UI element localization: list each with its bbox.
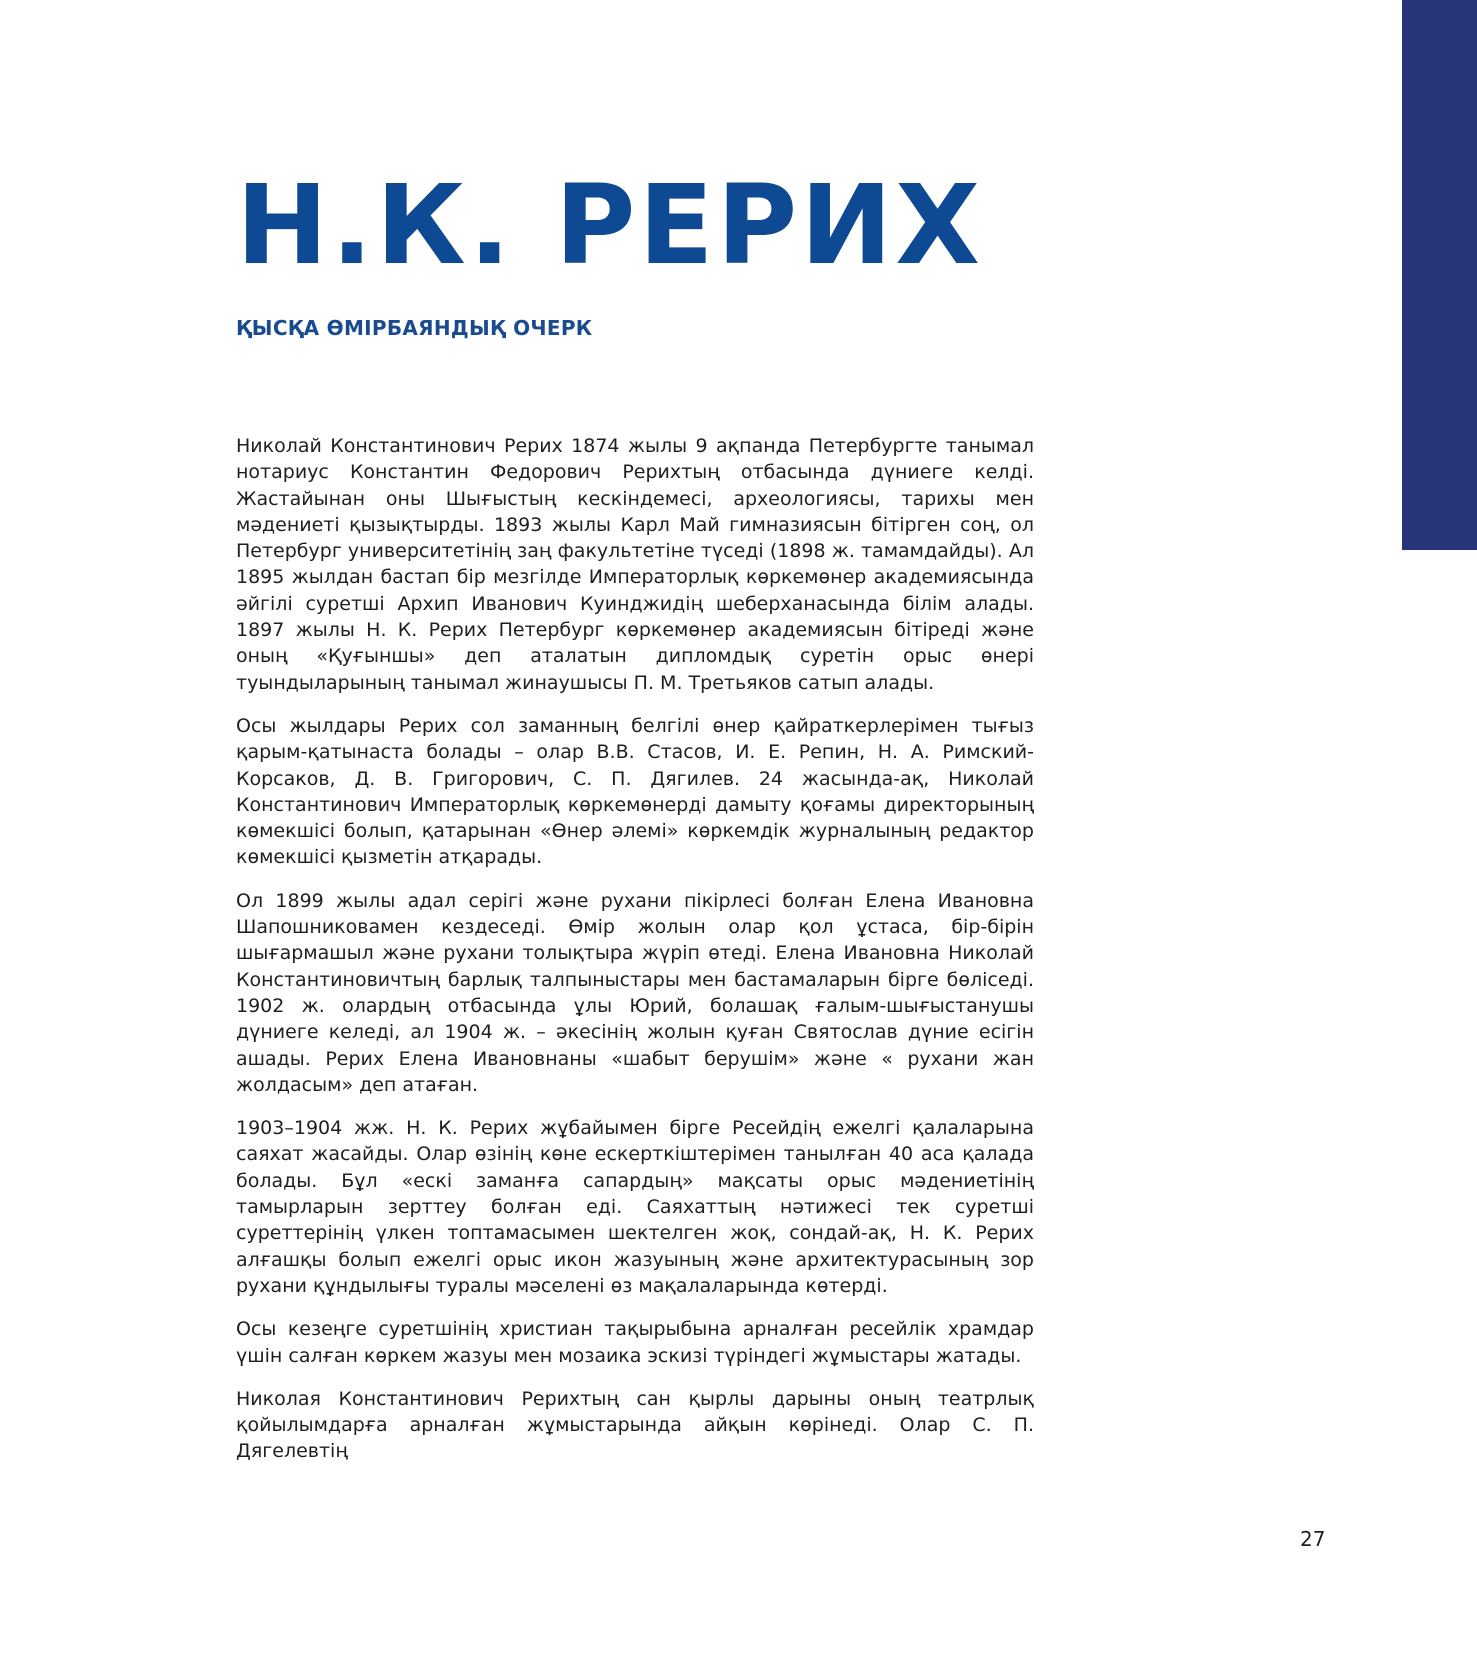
paragraph-2: Осы жылдары Рерих сол заманның белгілі өнер қайраткерлерімен тығыз қарым-қатынаста болады – олар В.В. Стасов, И. Е. Репин, Н. А. Римский-Корсаков, Д. В. Григорович, С. П. Дягилев. 24 жасында-ақ, Николай Константинович Императорлық көркемөнерді дамыту қоғамы директорының көмекшісі болып, қатарынан «Өнер әлемі» көркемдік журналының редактор көмекшісі қызметін атқарады. [236,714,1034,869]
body-text [236,433,1034,1482]
page-subtitle: ҚЫСҚА ӨМІРБАЯНДЫҚ ОЧЕРК [236,316,593,340]
decorative-side-bar [1402,0,1477,550]
paragraph-3: Ол 1899 жылы адал серігі және рухани пікірлесі болған Елена Ивановна Шапошниковамен кездеседі. Өмір жолын олар қол ұстаса, бір-бірін шығармашыл және рухани толықтыра жүріп өтеді. Елена Ивановна Николай Константиновичтың барлық талпыныстары мен бастамаларын бірге бөліседі. 1902 ж. олардың отбасында ұлы Юрий, болашақ ғалым-шығыстанушы дүниеге келеді, ал 1904 ж. – әкесінің жолын қуған Святослав дүние есігін ашады. Рерих Елена Ивановнаны «шабыт берушім» және « рухани жан жолдасым» деп атаған. [236,889,1034,1096]
paragraph-5: Осы кезеңге суретшінің христиан тақырыбына арналған ресейлік храмдар үшін салған көркем жазуы мен мозаика эскизі түріндегі жұмыстары жатады. [236,1318,1034,1367]
page-title: Н.К. РЕРИХ [236,161,984,289]
page-number: 27 [1300,1527,1326,1551]
paragraph-4: 1903–1904 жж. Н. К. Рерих жұбайымен бірге Ресейдің ежелгі қалаларына саяхат жасайды. Олар өзінің көне ескерткіштерімен танылған 40 аса қалада болады. Бұл «ескі заманға сапардың» мақсаты орыс мәдениетінің тамырларын зерттеу болған еді. Саяхаттың нәтижесі тек суретші суреттерінің үлкен топтамасымен шектелген жоқ, сондай-ақ, Н. К. Рерих алғашқы болып ежелгі орыс икон жазуының және архитектурасының зор рухани құндылығы туралы мәселені өз мақалаларында көтерді. [236,1117,1034,1297]
paragraph-6: Николая Константинович Рерихтың сан қырлы дарыны оның театрлық қойылымдарға арналған жұмыстарында айқын көрінеді. Олар С. П. Дягелевтің [236,1387,1034,1463]
paragraph-1: Николай Константинович Рерих 1874 жылы 9 ақпанда Петербургте танымал нотариус Константин Федорович Рерихтың отбасында дүниеге келді. Жастайынан оны Шығыстың кескіндемесі, археологиясы, тарихы мен мәдениеті қызықтырды. 1893 жылы Карл Май гимназиясын бітірген соң, ол Петербург университетінің заң факультетіне түседі (1898 ж. тамамдайды). Ал 1895 жылдан бастап бір мезгілде Императорлық көркемөнер академиясында әйгілі суретші Архип Иванович Куинджидің шеберханасында білім алады. 1897 жылы Н. К. Рерих Петербург көркемөнер академиясын бітіреді және оның «Қуғыншы» деп аталатын дипломдық суретін орыс өнері туындыларының танымал жинаушысы П. М. Третьяков сатып алады. [236,435,1034,694]
